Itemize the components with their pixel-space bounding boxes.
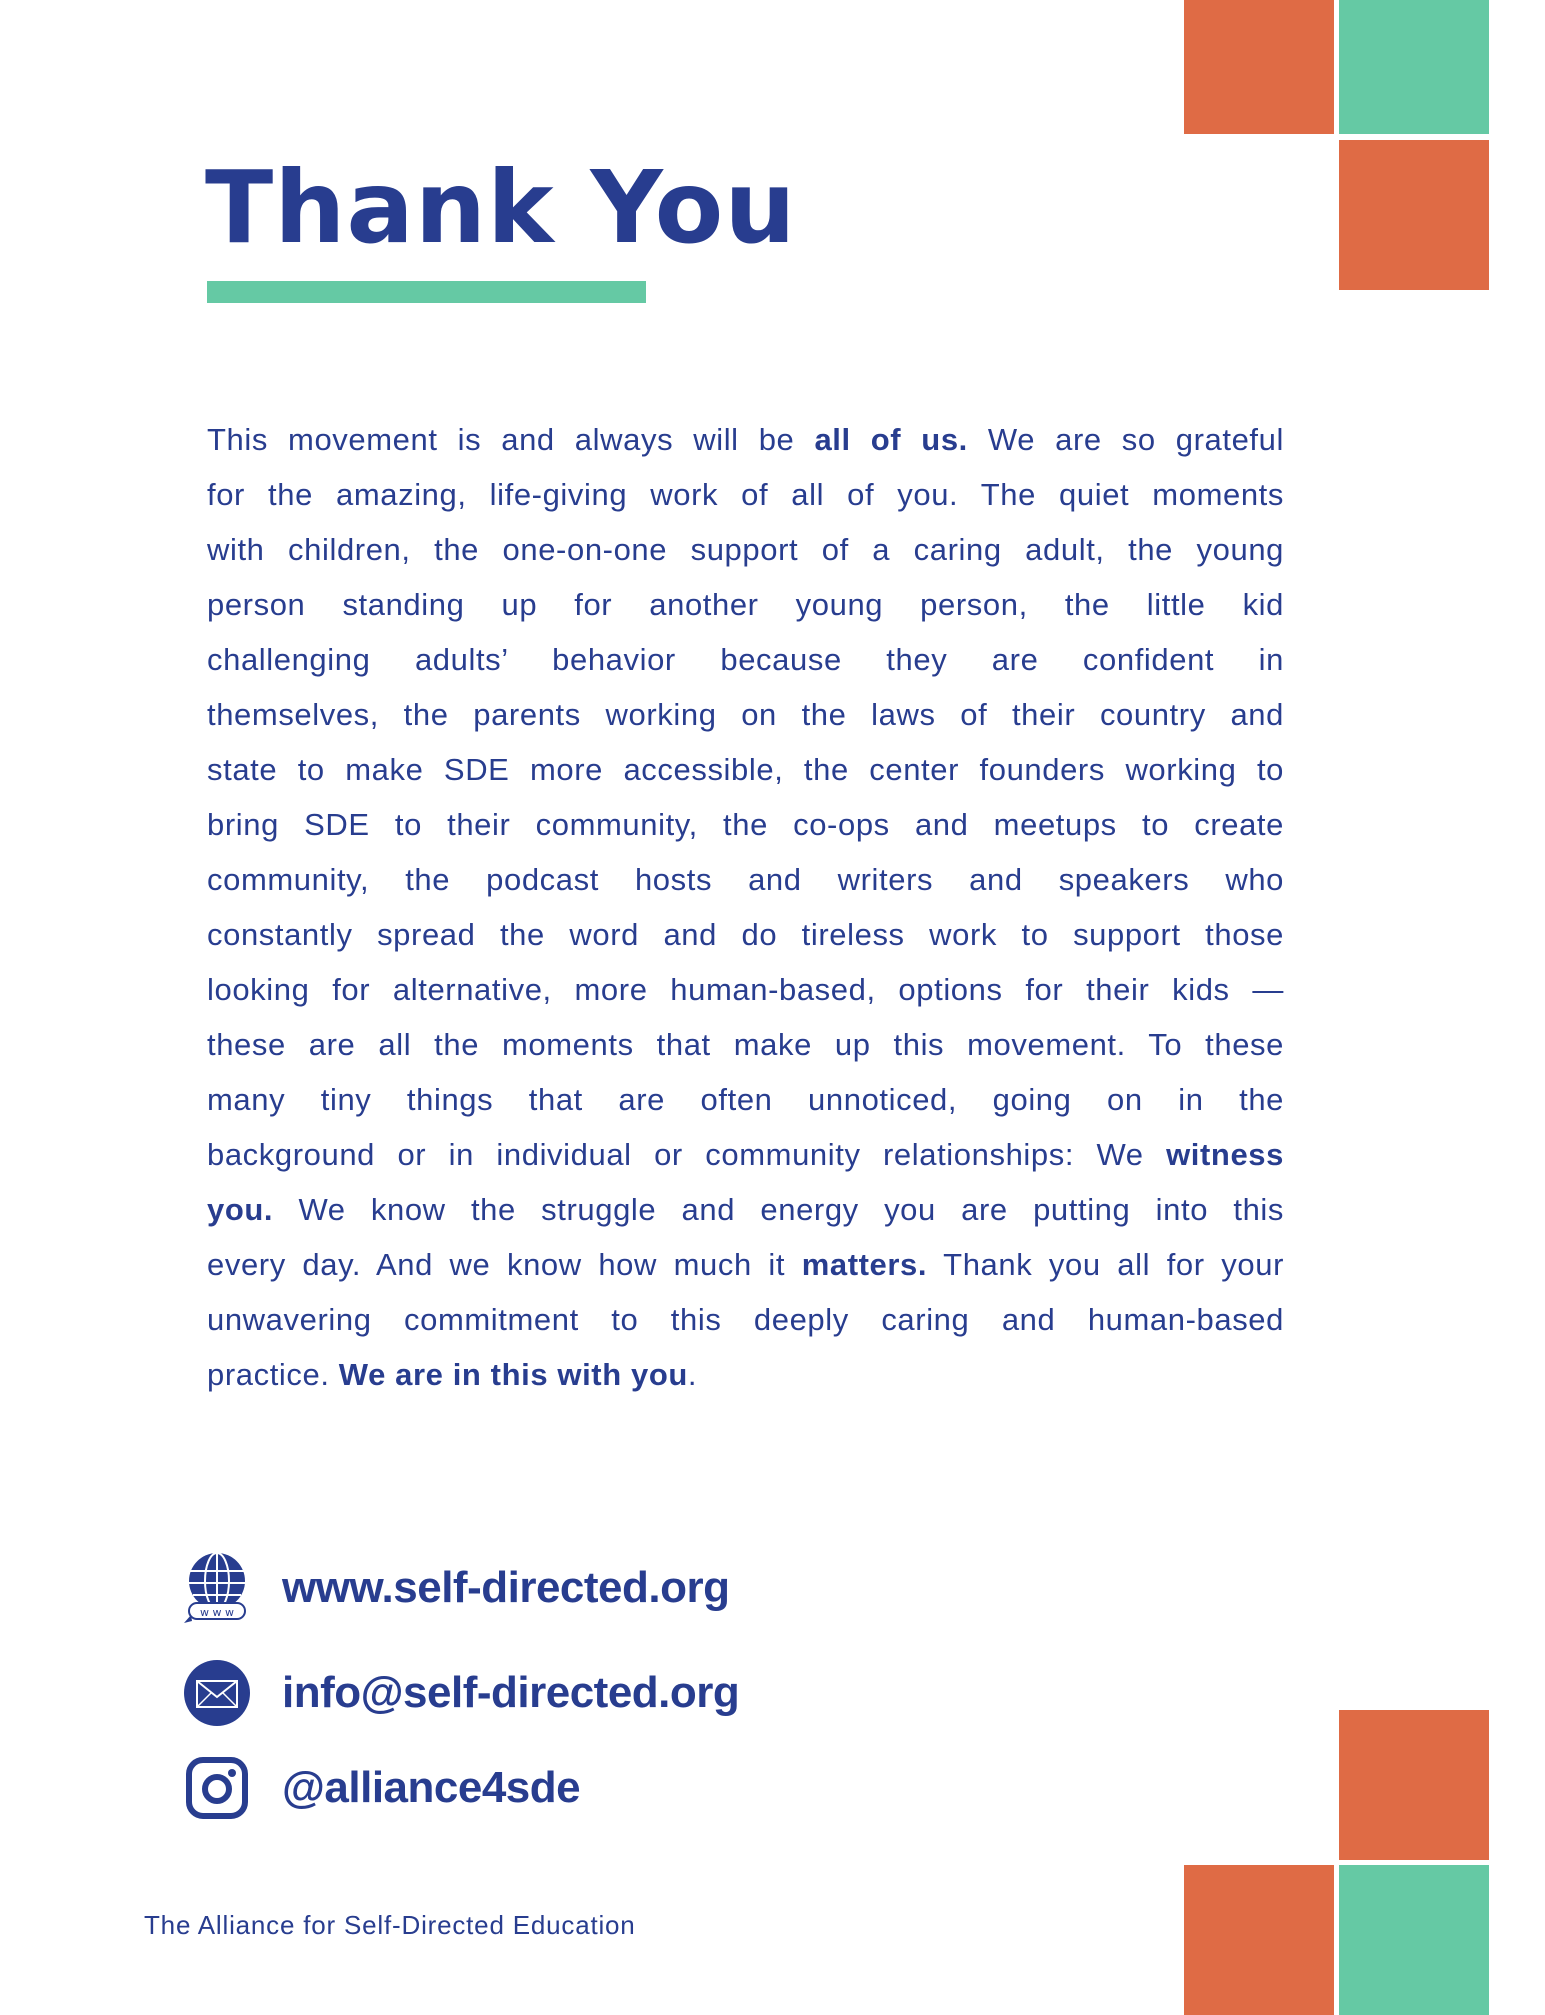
body-text: We are so grateful xyxy=(967,422,1284,457)
body-text: We know the struggle and energy you are putting into this xyxy=(273,1192,1284,1227)
emphasis-text: We are in this with you xyxy=(338,1357,688,1392)
decor-square-top-green xyxy=(1339,0,1489,134)
body-text: This movement is and always will be xyxy=(207,422,815,457)
paragraph-line xyxy=(207,412,1284,467)
instagram-icon xyxy=(182,1753,252,1823)
website-link[interactable]: www.self-directed.org xyxy=(282,1563,730,1612)
decor-square-top-orange xyxy=(1184,0,1334,134)
paragraph-line xyxy=(207,1127,1284,1182)
body-text: with children, the one-on-one support of a caring adult, the young xyxy=(207,532,1284,567)
decor-square-bottom-green xyxy=(1339,1865,1489,2015)
paragraph-line xyxy=(207,522,1284,577)
body-text: community, the podcast hosts and writers and speakers who xyxy=(207,862,1284,897)
emphasis-text: you. xyxy=(207,1192,274,1227)
paragraph-line xyxy=(207,907,1284,962)
envelope-icon xyxy=(182,1658,252,1728)
thank-you-paragraph xyxy=(207,412,1284,1402)
body-text: challenging adults’ behavior because they are confident in xyxy=(207,642,1284,677)
emphasis-text: witness xyxy=(1166,1137,1284,1172)
page-title: Thank You xyxy=(205,149,797,266)
contact-website[interactable] xyxy=(182,1553,730,1623)
paragraph-line xyxy=(207,1017,1284,1072)
body-text: themselves, the parents working on the laws of their country and xyxy=(207,697,1284,732)
title-underline xyxy=(207,281,646,303)
decor-square-top-orange-2 xyxy=(1339,140,1489,290)
svg-text:w w w: w w w xyxy=(200,1606,234,1619)
paragraph-line xyxy=(207,632,1284,687)
body-text: practice. xyxy=(207,1357,339,1392)
paragraph-line xyxy=(207,467,1284,522)
body-text: these are all the moments that make up this movement. To these xyxy=(207,1027,1284,1062)
contact-email[interactable] xyxy=(182,1658,739,1728)
body-text: constantly spread the word and do tireless work to support those xyxy=(207,917,1284,952)
paragraph-line xyxy=(207,1072,1284,1127)
body-text: bring SDE to their community, the co-ops and meetups to create xyxy=(207,807,1284,842)
body-text: person standing up for another young person, the little kid xyxy=(207,587,1284,622)
decor-square-bottom-orange-2 xyxy=(1184,1865,1334,2015)
body-text: looking for alternative, more human-based, options for their kids — xyxy=(207,972,1284,1007)
contact-instagram[interactable] xyxy=(182,1753,580,1823)
paragraph-line xyxy=(207,577,1284,632)
body-text: . xyxy=(687,1357,698,1392)
paragraph-line xyxy=(207,1182,1284,1237)
body-text: unwavering commitment to this deeply caring and human-based xyxy=(207,1302,1284,1337)
paragraph-line xyxy=(207,852,1284,907)
emphasis-text: matters. xyxy=(801,1247,928,1282)
paragraph-line xyxy=(207,1237,1284,1292)
body-text: for the amazing, life-giving work of all of you. The quiet moments xyxy=(207,477,1284,512)
body-text: Thank you all for your xyxy=(927,1247,1284,1282)
instagram-handle[interactable]: @alliance4sde xyxy=(282,1763,581,1812)
body-text: every day. And we know how much it xyxy=(207,1247,802,1282)
footer-org-name: The Alliance for Self-Directed Education xyxy=(144,1910,636,1940)
body-text: many tiny things that are often unnoticed, going on in the xyxy=(207,1082,1284,1117)
decor-square-bottom-orange xyxy=(1339,1710,1489,1860)
emphasis-text: all of us. xyxy=(814,422,968,457)
email-link[interactable]: info@self-directed.org xyxy=(282,1668,740,1717)
paragraph-line xyxy=(207,687,1284,742)
paragraph-line xyxy=(207,797,1284,852)
paragraph-line xyxy=(207,1347,1284,1402)
body-text: background or in individual or community relationships: We xyxy=(207,1137,1167,1172)
body-text: state to make SDE more accessible, the center founders working to xyxy=(207,752,1284,787)
paragraph-line xyxy=(207,742,1284,797)
globe-www-icon xyxy=(182,1553,252,1623)
paragraph-line xyxy=(207,1292,1284,1347)
paragraph-line xyxy=(207,962,1284,1017)
